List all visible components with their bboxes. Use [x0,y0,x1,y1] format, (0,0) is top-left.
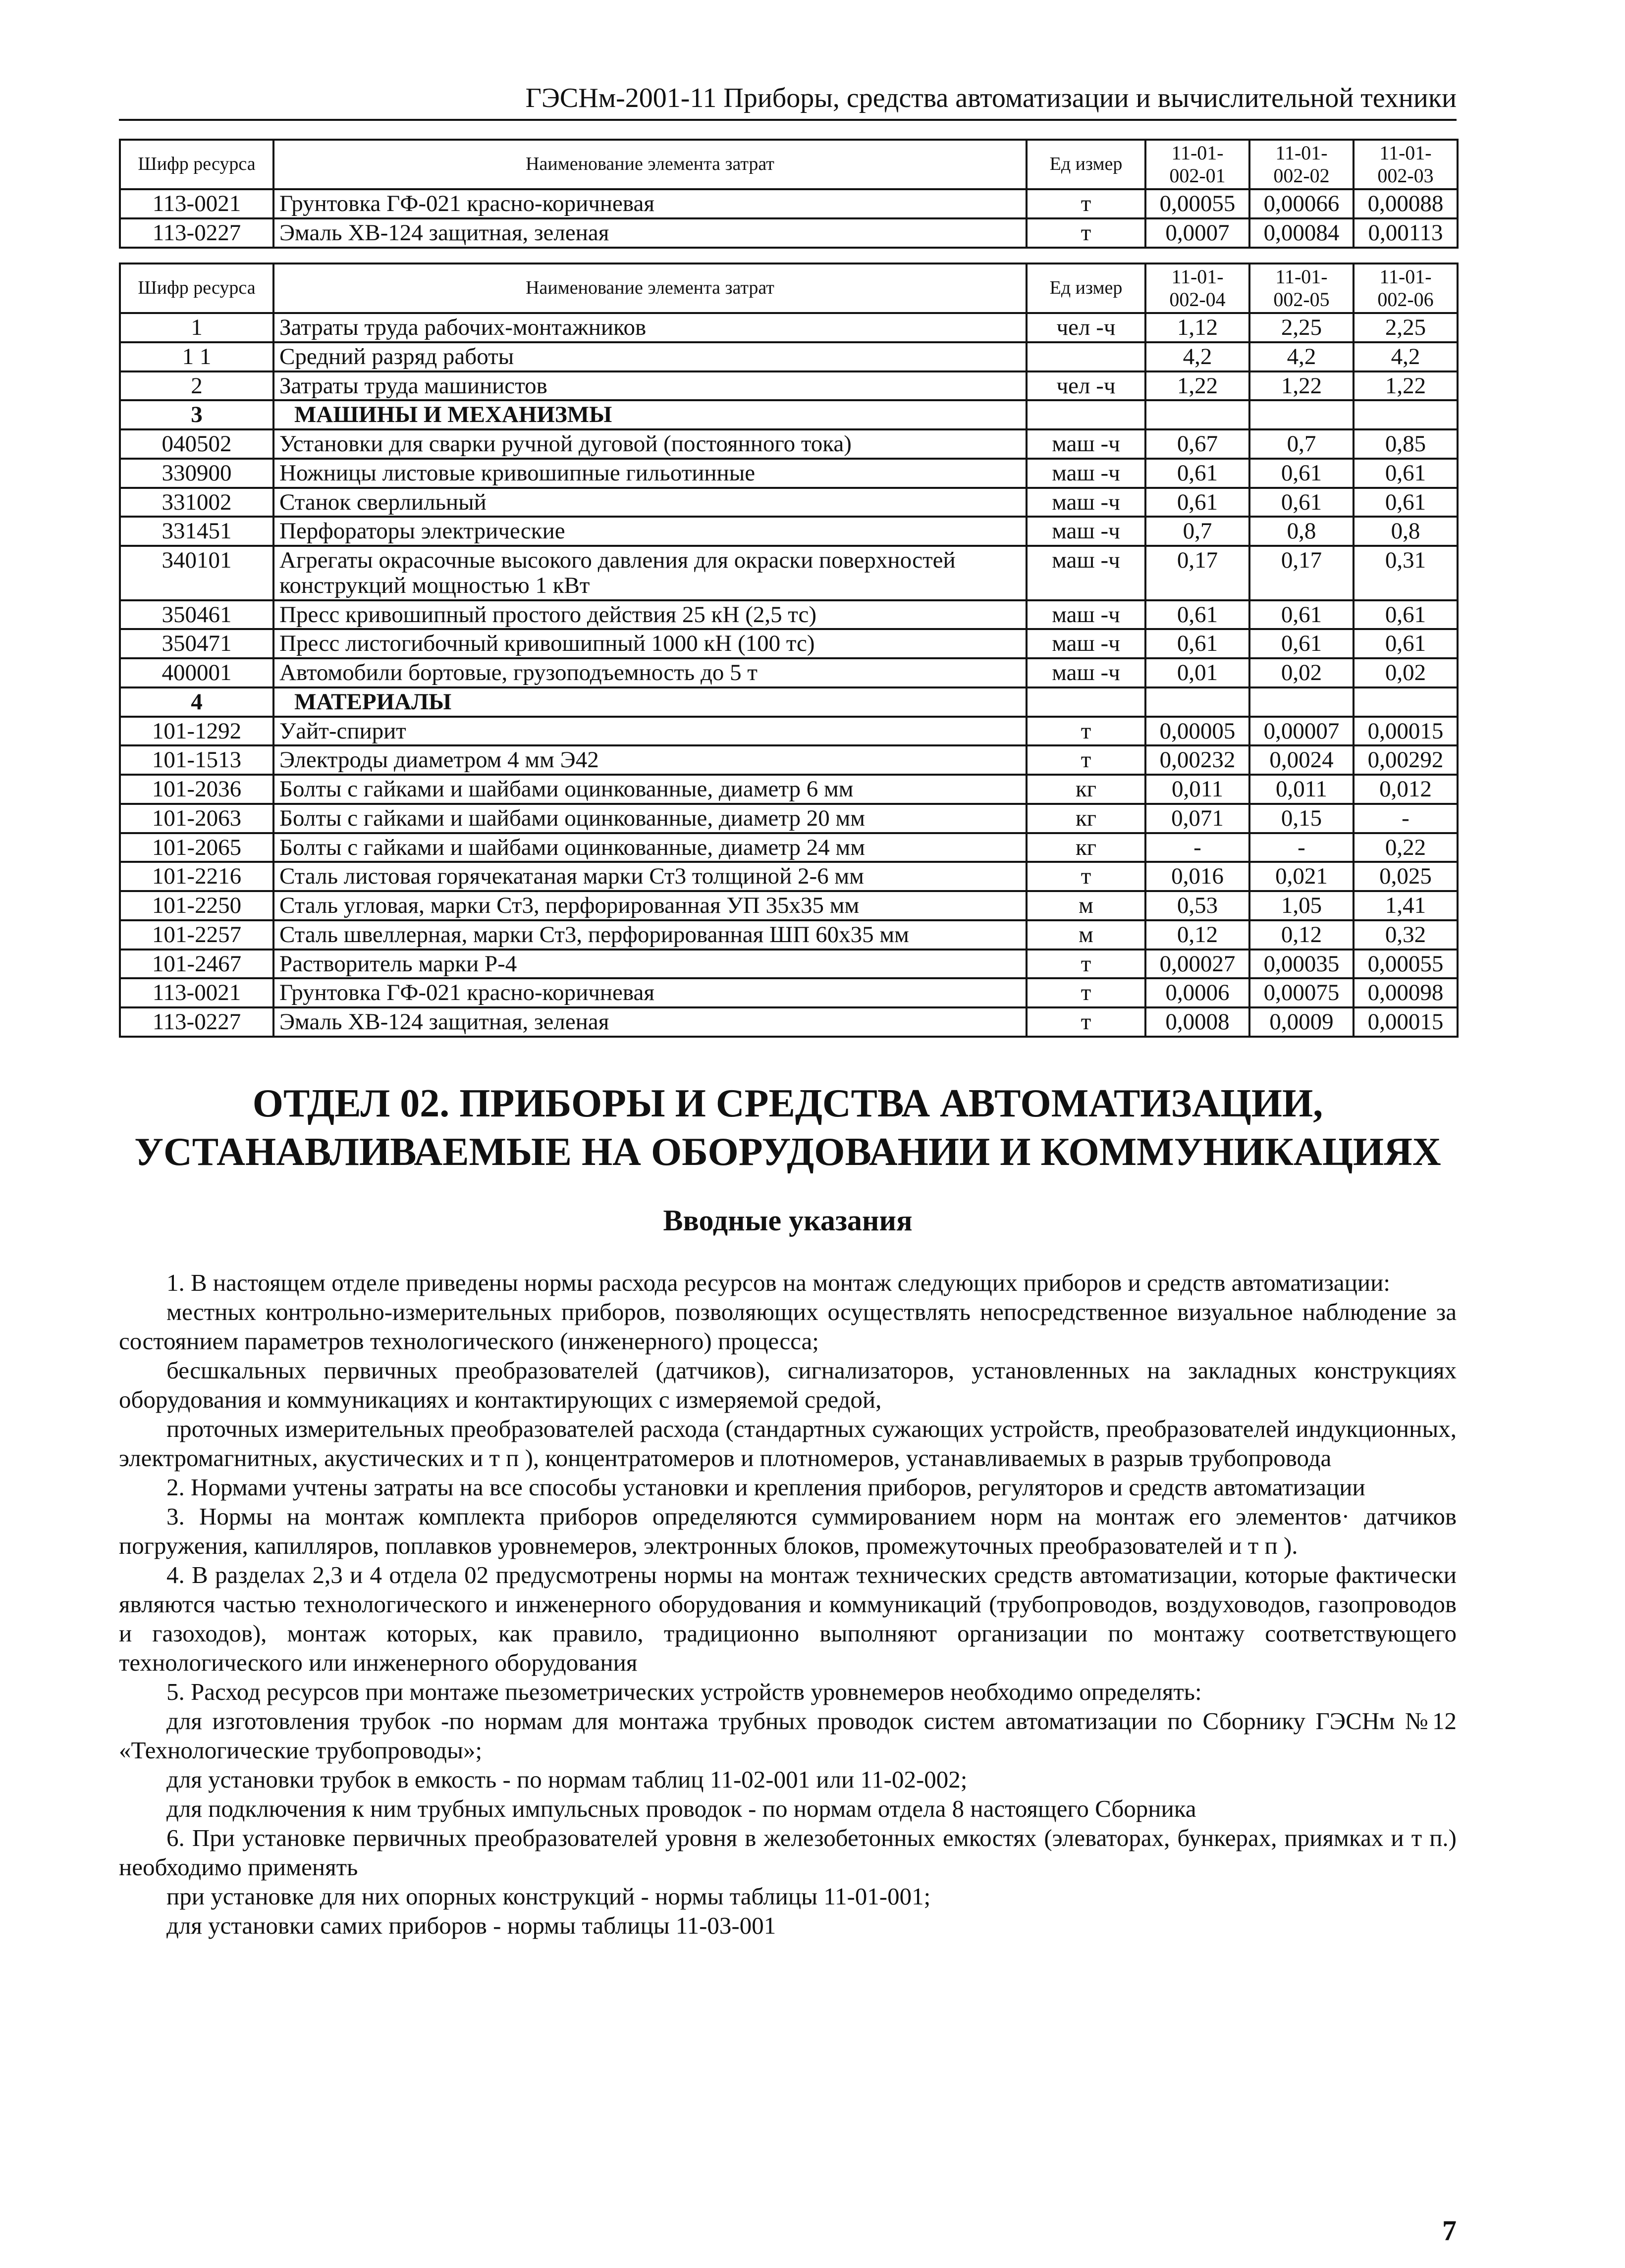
section-title [119,1080,1457,1176]
resource-value: 0,00035 [1249,949,1354,979]
resource-unit: маш -ч [1027,488,1145,517]
resource-unit: маш -ч [1027,429,1145,459]
header-col-6 [1354,264,1458,313]
table-row [120,189,1458,218]
body-paragraph: при установке для них опорных конструкций - нормы таблицы 11-01-001; [166,1883,931,1910]
table-row [120,949,1458,979]
resource-unit: чел -ч [1027,313,1145,342]
resource-name: Болты с гайками и шайбами оцинкованные, диаметр 24 мм [273,833,1027,862]
section-title-line-1: ОТДЕЛ 02. ПРИБОРЫ И СРЕДСТВА АВТОМАТИЗАЦИИ, [252,1082,1323,1125]
table-row [120,371,1458,401]
resource-value: 0,02 [1354,658,1458,687]
body-paragraph: 6. При установке первичных преобразователей уровня в железобетонных емкостях (элеваторах, бункерах, приямках и т п.) необходимо применять [119,1824,1457,1881]
table-row [120,600,1458,630]
resource-unit: кг [1027,804,1145,833]
resource-value: 0,012 [1354,775,1458,804]
resource-value: 0,00007 [1249,717,1354,746]
resource-unit: т [1027,862,1145,891]
resource-value: - [1145,833,1249,862]
resource-unit: т [1027,218,1145,248]
table-row [120,658,1458,687]
resource-value: 0,00292 [1354,745,1458,775]
resource-value: 0,01 [1145,658,1249,687]
resource-value: 0,00098 [1354,978,1458,1007]
resource-value: 0,7 [1145,517,1249,546]
header-col-1-text: 11-01- 002-01 [1169,142,1226,187]
resource-code: 101-2036 [120,775,273,804]
resource-name: МАШИНЫ И МЕХАНИЗМЫ [273,400,1027,429]
resource-value: 0,61 [1145,488,1249,517]
body-paragraph: 3. Нормы на монтаж комплекта приборов определяются суммированием норм на монтаж его элементов· датчиков погружения, капилляров, поплавков уровнемеров, электронных блоков, промежуточных преобразователей и т п ). [119,1503,1457,1559]
resource-code: 340101 [120,546,273,600]
table-section-row [120,400,1458,429]
resource-name: Сталь угловая, марки Ст3, перфорированная УП 35х35 мм [273,891,1027,920]
body-paragraph: для установки самих приборов - нормы таблицы 11-03-001 [166,1912,776,1939]
header-col-3-text: 11-01- 002-03 [1377,142,1434,187]
resource-name: Затраты труда рабочих-монтажников [273,313,1027,342]
resource-value: 0,61 [1249,459,1354,488]
header-unit: Ед измер [1027,140,1145,189]
resource-name: Затраты труда машинистов [273,371,1027,401]
resource-value: 0,8 [1249,517,1354,546]
resource-value: 0,025 [1354,862,1458,891]
resource-unit [1027,687,1145,717]
resource-value: 0,61 [1354,629,1458,658]
table-row [120,459,1458,488]
resource-value: 4,2 [1354,342,1458,371]
page-number: 7 [1442,2215,1457,2247]
resource-value: 0,15 [1249,804,1354,833]
resource-unit: кг [1027,775,1145,804]
resource-code: 4 [120,687,273,717]
resource-value: 0,61 [1354,600,1458,630]
body-paragraph: 5. Расход ресурсов при монтаже пьезометрических устройств уровнемеров необходимо определять: [166,1678,1202,1705]
body-text [119,1268,1457,1940]
resource-value [1249,687,1354,717]
resource-code: 350471 [120,629,273,658]
resource-name: Установки для сварки ручной дуговой (постоянного тока) [273,429,1027,459]
header-code: Шифр ресурса [120,140,273,189]
resource-code: 101-2063 [120,804,273,833]
header-unit: Ед измер [1027,264,1145,313]
resource-value: 0,021 [1249,862,1354,891]
resource-unit: кг [1027,833,1145,862]
resource-value: 0,8 [1354,517,1458,546]
resource-value: 0,016 [1145,862,1249,891]
resource-value: 1,22 [1145,371,1249,401]
table-row [120,342,1458,371]
resource-value: 1,22 [1354,371,1458,401]
table-row [120,1007,1458,1037]
table-row [120,804,1458,833]
header-col-5 [1249,264,1354,313]
resource-value: 0,00113 [1354,218,1458,248]
resource-unit: т [1027,745,1145,775]
resource-value: 1,41 [1354,891,1458,920]
resource-code: 113-0227 [120,218,273,248]
resource-name: Эмаль ХВ-124 защитная, зеленая [273,218,1027,248]
resource-value: 0,67 [1145,429,1249,459]
header-col-3 [1354,140,1458,189]
table-body [120,313,1458,1037]
table-header-row [120,264,1458,313]
resource-value: 0,7 [1249,429,1354,459]
resource-value: 0,00055 [1145,189,1249,218]
resource-value: 0,071 [1145,804,1249,833]
resource-name: Автомобили бортовые, грузоподъемность до 5 т [273,658,1027,687]
resource-value: 0,00015 [1354,1007,1458,1037]
table-row [120,891,1458,920]
resource-value: 2,25 [1249,313,1354,342]
resource-value: 2,25 [1354,313,1458,342]
resource-value: 0,011 [1145,775,1249,804]
header-col-2-text: 11-01- 002-02 [1273,142,1330,187]
body-paragraph: 4. В разделах 2,3 и 4 отдела 02 предусмотрены нормы на монтаж технических средств автоматизации, которые фактически являются частью технологического и инженерного оборудования и коммуникаций (трубопроводов, воздуховодов, газопроводов и газоходов), монтаж которых, как правило, традиционно выполняют организации по монтажу соответствующего технологического или инженерного оборудования [119,1561,1457,1676]
table-row [120,488,1458,517]
resource-value: 0,12 [1249,920,1354,949]
table-header-row [120,140,1458,189]
resource-value: 0,31 [1354,546,1458,600]
resource-name: Растворитель марки Р-4 [273,949,1027,979]
header-name: Наименование элемента затрат [273,140,1027,189]
resource-name: Станок сверлильный [273,488,1027,517]
resource-name: Уайт-спирит [273,717,1027,746]
resource-code: 3 [120,400,273,429]
resource-code: 350461 [120,600,273,630]
body-paragraph: бесшкальных первичных преобразователей (датчиков), сигнализаторов, установленных на закладных конструкциях оборудования и коммуникациях и контактирующих с измеряемой средой, [119,1357,1457,1413]
resource-name: Ножницы листовые кривошипные гильотинные [273,459,1027,488]
running-header-title: ГЭСНм-2001-11 Приборы, средства автоматизации и вычислительной техники [525,83,1457,113]
table-row [120,862,1458,891]
resource-value: 1,05 [1249,891,1354,920]
resource-value: 0,00027 [1145,949,1249,979]
resource-value: 0,85 [1354,429,1458,459]
resource-value [1354,687,1458,717]
resource-code: 101-2065 [120,833,273,862]
resource-unit: м [1027,920,1145,949]
resource-name: Грунтовка ГФ-021 красно-коричневая [273,978,1027,1007]
body-paragraph: проточных измерительных преобразователей расхода (стандартных сужающих устройств, преобразователей индукционных, электромагнитных, акустических и т п ), концентратомеров и плотномеров, устанавливаемых в разрыв трубопровода [119,1415,1457,1472]
resource-value: 0,00084 [1249,218,1354,248]
resource-name: Болты с гайками и шайбами оцинкованные, диаметр 6 мм [273,775,1027,804]
resource-unit: маш -ч [1027,546,1145,600]
resource-unit: т [1027,1007,1145,1037]
resource-value: 0,32 [1354,920,1458,949]
resource-value: 0,02 [1249,658,1354,687]
resource-code: 101-1513 [120,745,273,775]
resource-value: 0,61 [1249,600,1354,630]
resource-value: 0,12 [1145,920,1249,949]
resource-value: 0,00066 [1249,189,1354,218]
resource-name: Средний разряд работы [273,342,1027,371]
resource-name: Сталь листовая горячекатаная марки Ст3 толщиной 2-6 мм [273,862,1027,891]
resource-code: 331451 [120,517,273,546]
resource-name: Пресс листогибочный кривошипный 1000 кН (100 тс) [273,629,1027,658]
resource-name: Электроды диаметром 4 мм Э42 [273,745,1027,775]
resource-code: 113-0227 [120,1007,273,1037]
resource-value: 0,22 [1354,833,1458,862]
header-col-4-text: 11-01- 002-04 [1169,265,1226,311]
resource-name: Грунтовка ГФ-021 красно-коричневая [273,189,1027,218]
resource-value: 0,61 [1249,629,1354,658]
resource-value: 0,0009 [1249,1007,1354,1037]
resource-code: 1 1 [120,342,273,371]
resource-code: 330900 [120,459,273,488]
resource-value: - [1354,804,1458,833]
resource-value: 0,00055 [1354,949,1458,979]
resource-unit: маш -ч [1027,629,1145,658]
resource-table-1 [119,139,1459,249]
resource-unit: маш -ч [1027,600,1145,630]
resource-unit [1027,342,1145,371]
header-name: Наименование элемента затрат [273,264,1027,313]
body-paragraph: местных контрольно-измерительных приборов, позволяющих осуществлять непосредственное визуальное наблюдение за состоянием параметров технологического (инженерного) процесса; [119,1298,1457,1355]
table-row [120,775,1458,804]
table-row [120,920,1458,949]
resource-value: 0,00088 [1354,189,1458,218]
body-paragraph: 1. В настоящем отделе приведены нормы расхода ресурсов на монтаж следующих приборов и средств автоматизации: [166,1269,1390,1296]
resource-name: Агрегаты окрасочные высокого давления для окраски поверхностей конструкций мощностью 1 кВт [273,546,1027,600]
header-col-4 [1145,264,1249,313]
resource-value: 0,00015 [1354,717,1458,746]
resource-value: 0,61 [1249,488,1354,517]
resource-value: 0,011 [1249,775,1354,804]
resource-unit: т [1027,978,1145,1007]
intro-heading: Вводные указания [663,1204,913,1237]
resource-name: Перфораторы электрические [273,517,1027,546]
resource-code: 101-2216 [120,862,273,891]
resource-unit: м [1027,891,1145,920]
resource-value: 0,17 [1145,546,1249,600]
resource-value: 0,17 [1249,546,1354,600]
table-row [120,833,1458,862]
body-paragraph: 2. Нормами учтены затраты на все способы установки и крепления приборов, регуляторов и средств автоматизации [166,1474,1365,1501]
table-row [120,978,1458,1007]
resource-code: 101-1292 [120,717,273,746]
resource-value [1249,400,1354,429]
resource-unit: маш -ч [1027,517,1145,546]
resource-name: Пресс кривошипный простого действия 25 кН (2,5 тс) [273,600,1027,630]
body-paragraph: для изготовления трубок -по нормам для монтажа трубных проводок систем автоматизации по Сборнику ГЭСНм №12 «Технологические трубопроводы»; [119,1707,1457,1764]
resource-value: 0,61 [1354,488,1458,517]
resource-value: 0,61 [1145,459,1249,488]
resource-value: 4,2 [1249,342,1354,371]
resource-code: 400001 [120,658,273,687]
resource-unit: маш -ч [1027,658,1145,687]
resource-code: 331002 [120,488,273,517]
body-paragraph: для установки трубок в емкость - по нормам таблиц 11-02-001 или 11-02-002; [166,1766,968,1793]
resource-table-2 [119,263,1459,1038]
resource-value: - [1249,833,1354,862]
header-code: Шифр ресурса [120,264,273,313]
resource-value: 0,61 [1145,600,1249,630]
table-row [120,745,1458,775]
table-row [120,313,1458,342]
resource-code: 101-2257 [120,920,273,949]
resource-value: 0,53 [1145,891,1249,920]
resource-value: 0,61 [1145,629,1249,658]
resource-value: 0,00232 [1145,745,1249,775]
resource-value [1145,400,1249,429]
resource-value: 1,12 [1145,313,1249,342]
body-paragraph: для подключения к ним трубных импульсных проводок - по нормам отдела 8 настоящего Сборника [166,1795,1196,1822]
header-col-6-text: 11-01- 002-06 [1377,265,1434,311]
header-col-5-text: 11-01- 002-05 [1273,265,1330,311]
section-title-line-2: УСТАНАВЛИВАЕМЫЕ НА ОБОРУДОВАНИИ И КОММУНИКАЦИЯХ [134,1130,1441,1174]
resource-value: 0,0007 [1145,218,1249,248]
resource-code: 113-0021 [120,189,273,218]
resource-value: 1,22 [1249,371,1354,401]
table-row [120,218,1458,248]
resource-code: 2 [120,371,273,401]
resource-value: 0,0024 [1249,745,1354,775]
resource-value: 4,2 [1145,342,1249,371]
header-col-2 [1249,140,1354,189]
resource-value: 0,0008 [1145,1007,1249,1037]
resource-name: Сталь швеллерная, марки Ст3, перфорированная ШП 60х35 мм [273,920,1027,949]
header-col-1 [1145,140,1249,189]
resource-value: 0,00075 [1249,978,1354,1007]
resource-value [1354,400,1458,429]
resource-unit: т [1027,949,1145,979]
resource-value: 0,0006 [1145,978,1249,1007]
table-row [120,429,1458,459]
table-row [120,517,1458,546]
resource-unit: т [1027,717,1145,746]
resource-name: Болты с гайками и шайбами оцинкованные, диаметр 20 мм [273,804,1027,833]
table-body [120,189,1458,248]
resource-unit: маш -ч [1027,459,1145,488]
resource-unit: чел -ч [1027,371,1145,401]
resource-value [1145,687,1249,717]
resource-name: МАТЕРИАЛЫ [273,687,1027,717]
resource-value: 0,61 [1354,459,1458,488]
resource-code: 101-2467 [120,949,273,979]
resource-code: 113-0021 [120,978,273,1007]
table-row [120,546,1458,600]
resource-name: Эмаль ХВ-124 защитная, зеленая [273,1007,1027,1037]
resource-value: 0,00005 [1145,717,1249,746]
table-section-row [120,687,1458,717]
page-header [119,79,1457,121]
resource-code: 101-2250 [120,891,273,920]
resource-code: 040502 [120,429,273,459]
resource-unit [1027,400,1145,429]
resource-code: 1 [120,313,273,342]
resource-unit: т [1027,189,1145,218]
table-row [120,717,1458,746]
table-row [120,629,1458,658]
